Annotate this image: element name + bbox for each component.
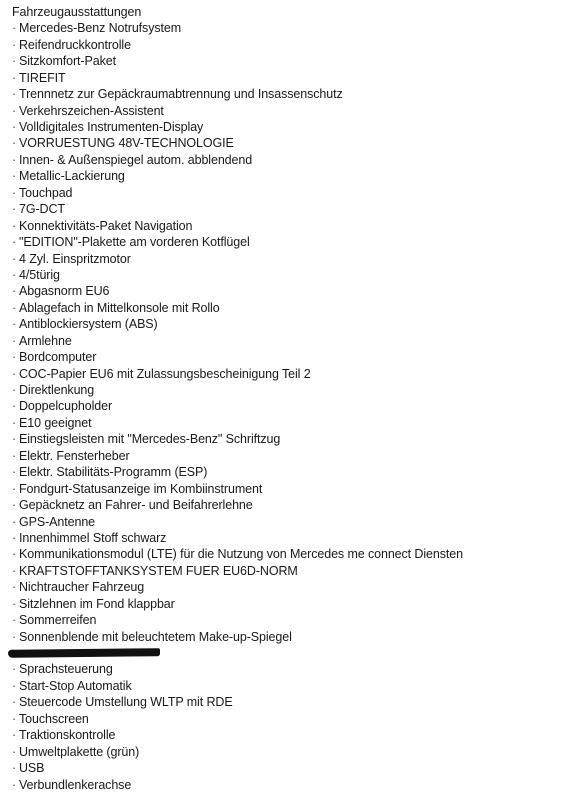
bullet-mark: ·	[12, 70, 17, 85]
equipment-item-label: Start-Stop Automatik	[19, 678, 132, 693]
equipment-item-label: Nichtraucher Fahrzeug	[19, 580, 145, 595]
bullet-mark: ·	[12, 580, 17, 595]
bullet-mark: ·	[12, 678, 17, 693]
equipment-item-label: Kommunikationsmodul (LTE) für die Nutzung von Mercedes me connect Diensten	[19, 547, 463, 562]
bullet-mark: ·	[12, 481, 17, 496]
equipment-item-label: Verkehrszeichen-Assistent	[19, 103, 164, 118]
equipment-item	[12, 744, 572, 760]
bullet-mark: ·	[12, 432, 17, 447]
bullet-mark: ·	[12, 152, 17, 167]
equipment-item	[12, 546, 572, 562]
equipment-item	[12, 135, 572, 151]
equipment-item	[12, 37, 572, 53]
bullet-mark: ·	[12, 21, 17, 36]
equipment-item-label: Sprachsteuerung	[19, 662, 113, 677]
equipment-item-label: Volldigitales Instrumenten-Display	[19, 120, 204, 135]
equipment-item-label: Doppelcupholder	[19, 399, 113, 414]
bullet-mark: ·	[12, 744, 17, 759]
equipment-list	[12, 20, 572, 793]
equipment-item	[12, 316, 572, 332]
equipment-item	[12, 629, 572, 645]
equipment-item	[12, 678, 572, 694]
equipment-item	[12, 711, 572, 727]
bullet-mark: ·	[12, 399, 17, 414]
bullet-mark: ·	[12, 761, 17, 776]
bullet-mark: ·	[12, 613, 17, 628]
equipment-item-label: Metallic-Lackierung	[19, 169, 125, 184]
equipment-item-label: Elektr. Stabilitäts-Programm (ESP)	[19, 465, 208, 480]
document-heading: Fahrzeugausstattungen	[12, 5, 142, 19]
equipment-item-label: Verbundlenkerachse	[19, 777, 132, 792]
bullet-mark: ·	[12, 235, 17, 250]
bullet-mark: ·	[12, 498, 17, 513]
bullet-mark: ·	[12, 37, 17, 52]
equipment-item-label: Abgasnorm EU6	[19, 284, 110, 299]
equipment-item	[12, 53, 572, 69]
equipment-item	[12, 86, 572, 102]
equipment-item-label: Touchscreen	[19, 711, 89, 726]
equipment-item	[12, 481, 572, 497]
equipment-item-label: Einstiegsleisten mit "Mercedes-Benz" Schriftzug	[19, 432, 281, 447]
equipment-item	[12, 333, 572, 349]
equipment-item-label: Innen- & Außenspiegel autom. abblendend	[19, 152, 253, 167]
equipment-item-label: Innenhimmel Stoff schwarz	[19, 530, 167, 545]
equipment-item-label: TIREFIT	[19, 70, 66, 85]
equipment-item-label: KRAFTSTOFFTANKSYSTEM FUER EU6D-NORM	[19, 563, 298, 578]
equipment-item	[12, 103, 572, 119]
equipment-item-label: E10 geeignet	[19, 415, 92, 430]
equipment-item-label: GPS-Antenne	[19, 514, 96, 529]
equipment-item	[12, 398, 572, 414]
bullet-mark: ·	[12, 711, 17, 726]
equipment-item	[12, 777, 572, 793]
equipment-item-label: "EDITION"-Plakette am vorderen Kotflügel	[19, 235, 250, 250]
equipment-item-label: Touchpad	[19, 185, 73, 200]
bullet-mark: ·	[12, 300, 17, 315]
equipment-item	[12, 366, 572, 382]
equipment-item-label: Ablagefach in Mittelkonsole mit Rollo	[19, 300, 220, 315]
equipment-item-label: Fondgurt-Statusanzeige im Kombiinstrument	[19, 481, 263, 496]
bullet-mark: ·	[12, 251, 17, 266]
equipment-document	[12, 4, 572, 793]
equipment-item	[12, 349, 572, 365]
equipment-item-label: Sonnenblende mit beleuchtetem Make-up-Spiegel	[19, 629, 292, 644]
equipment-item	[12, 497, 572, 513]
equipment-item-label: Traktionskontrolle	[19, 728, 116, 743]
equipment-item-label: Mercedes-Benz Notrufsystem	[19, 21, 182, 36]
equipment-item-label: USB	[19, 761, 45, 776]
bullet-mark: ·	[12, 465, 17, 480]
equipment-item	[12, 185, 572, 201]
bullet-mark: ·	[12, 333, 17, 348]
bullet-mark: ·	[12, 267, 17, 282]
bullet-mark: ·	[12, 662, 17, 677]
equipment-item-label: Sommerreifen	[19, 613, 97, 628]
bullet-mark: ·	[12, 695, 17, 710]
bullet-mark: ·	[12, 87, 17, 102]
equipment-item-label: Bordcomputer	[19, 350, 97, 365]
equipment-item-label: Armlehne	[19, 333, 72, 348]
equipment-item-label: 7G-DCT	[19, 202, 65, 217]
equipment-item	[12, 20, 572, 36]
equipment-item-label: 4 Zyl. Einspritzmotor	[19, 251, 131, 266]
equipment-item-label: Umweltplakette (grün)	[19, 744, 140, 759]
equipment-item	[12, 448, 572, 464]
equipment-item	[12, 579, 572, 595]
bullet-mark: ·	[12, 366, 17, 381]
equipment-item	[12, 201, 572, 217]
bullet-mark: ·	[12, 547, 17, 562]
bullet-mark: ·	[12, 530, 17, 545]
equipment-item	[12, 661, 572, 677]
bullet-mark: ·	[12, 103, 17, 118]
equipment-item	[12, 415, 572, 431]
equipment-item-label: Trennnetz zur Gepäckraumabtrennung und Insassenschutz	[19, 87, 343, 102]
bullet-mark: ·	[12, 120, 17, 135]
equipment-item	[12, 152, 572, 168]
equipment-item	[12, 464, 572, 480]
equipment-item	[12, 596, 572, 612]
bullet-mark: ·	[12, 596, 17, 611]
bullet-mark: ·	[12, 777, 17, 792]
equipment-item	[12, 283, 572, 299]
equipment-item-label: Sitzkomfort-Paket	[19, 54, 116, 69]
equipment-item	[12, 645, 572, 661]
bullet-mark: ·	[12, 185, 17, 200]
bullet-mark: ·	[12, 136, 17, 151]
equipment-item-label: Antiblockiersystem (ABS)	[19, 317, 158, 332]
equipment-item	[12, 431, 572, 447]
equipment-item	[12, 514, 572, 530]
bullet-mark: ·	[12, 284, 17, 299]
equipment-item-label: VORRUESTUNG 48V-TECHNOLOGIE	[19, 136, 234, 151]
bullet-mark: ·	[12, 169, 17, 184]
bullet-mark: ·	[12, 629, 17, 644]
equipment-item	[12, 300, 572, 316]
equipment-item	[12, 218, 572, 234]
equipment-item	[12, 267, 572, 283]
equipment-item	[12, 251, 572, 267]
equipment-item	[12, 234, 572, 250]
equipment-item	[12, 612, 572, 628]
equipment-item-label: Konnektivitäts-Paket Navigation	[19, 218, 193, 233]
equipment-item-label: Reifendruckkontrolle	[19, 37, 131, 52]
bullet-mark: ·	[12, 317, 17, 332]
redaction-bar	[8, 648, 160, 658]
equipment-item-label: Elektr. Fensterheber	[19, 448, 130, 463]
equipment-item-label: Direktlenkung	[19, 383, 95, 398]
equipment-item	[12, 530, 572, 546]
bullet-mark: ·	[12, 728, 17, 743]
bullet-mark: ·	[12, 448, 17, 463]
bullet-mark: ·	[12, 202, 17, 217]
equipment-item	[12, 70, 572, 86]
equipment-item	[12, 563, 572, 579]
equipment-item	[12, 119, 572, 135]
equipment-item-label: COC-Papier EU6 mit Zulassungsbescheinigung Teil 2	[19, 366, 311, 381]
equipment-item	[12, 382, 572, 398]
equipment-item-label: Sitzlehnen im Fond klappbar	[19, 596, 175, 611]
bullet-mark: ·	[12, 350, 17, 365]
equipment-item	[12, 760, 572, 776]
bullet-mark: ·	[12, 218, 17, 233]
equipment-item-label: Gepäcknetz an Fahrer- und Beifahrerlehne	[19, 498, 253, 513]
equipment-item-label: 4/5türig	[19, 267, 60, 282]
bullet-mark: ·	[12, 383, 17, 398]
bullet-mark: ·	[12, 563, 17, 578]
bullet-mark: ·	[12, 514, 17, 529]
equipment-item-label: Steuercode Umstellung WLTP mit RDE	[19, 695, 233, 710]
equipment-item	[12, 727, 572, 743]
equipment-item	[12, 168, 572, 184]
equipment-item	[12, 694, 572, 710]
bullet-mark: ·	[12, 415, 17, 430]
bullet-mark: ·	[12, 54, 17, 69]
